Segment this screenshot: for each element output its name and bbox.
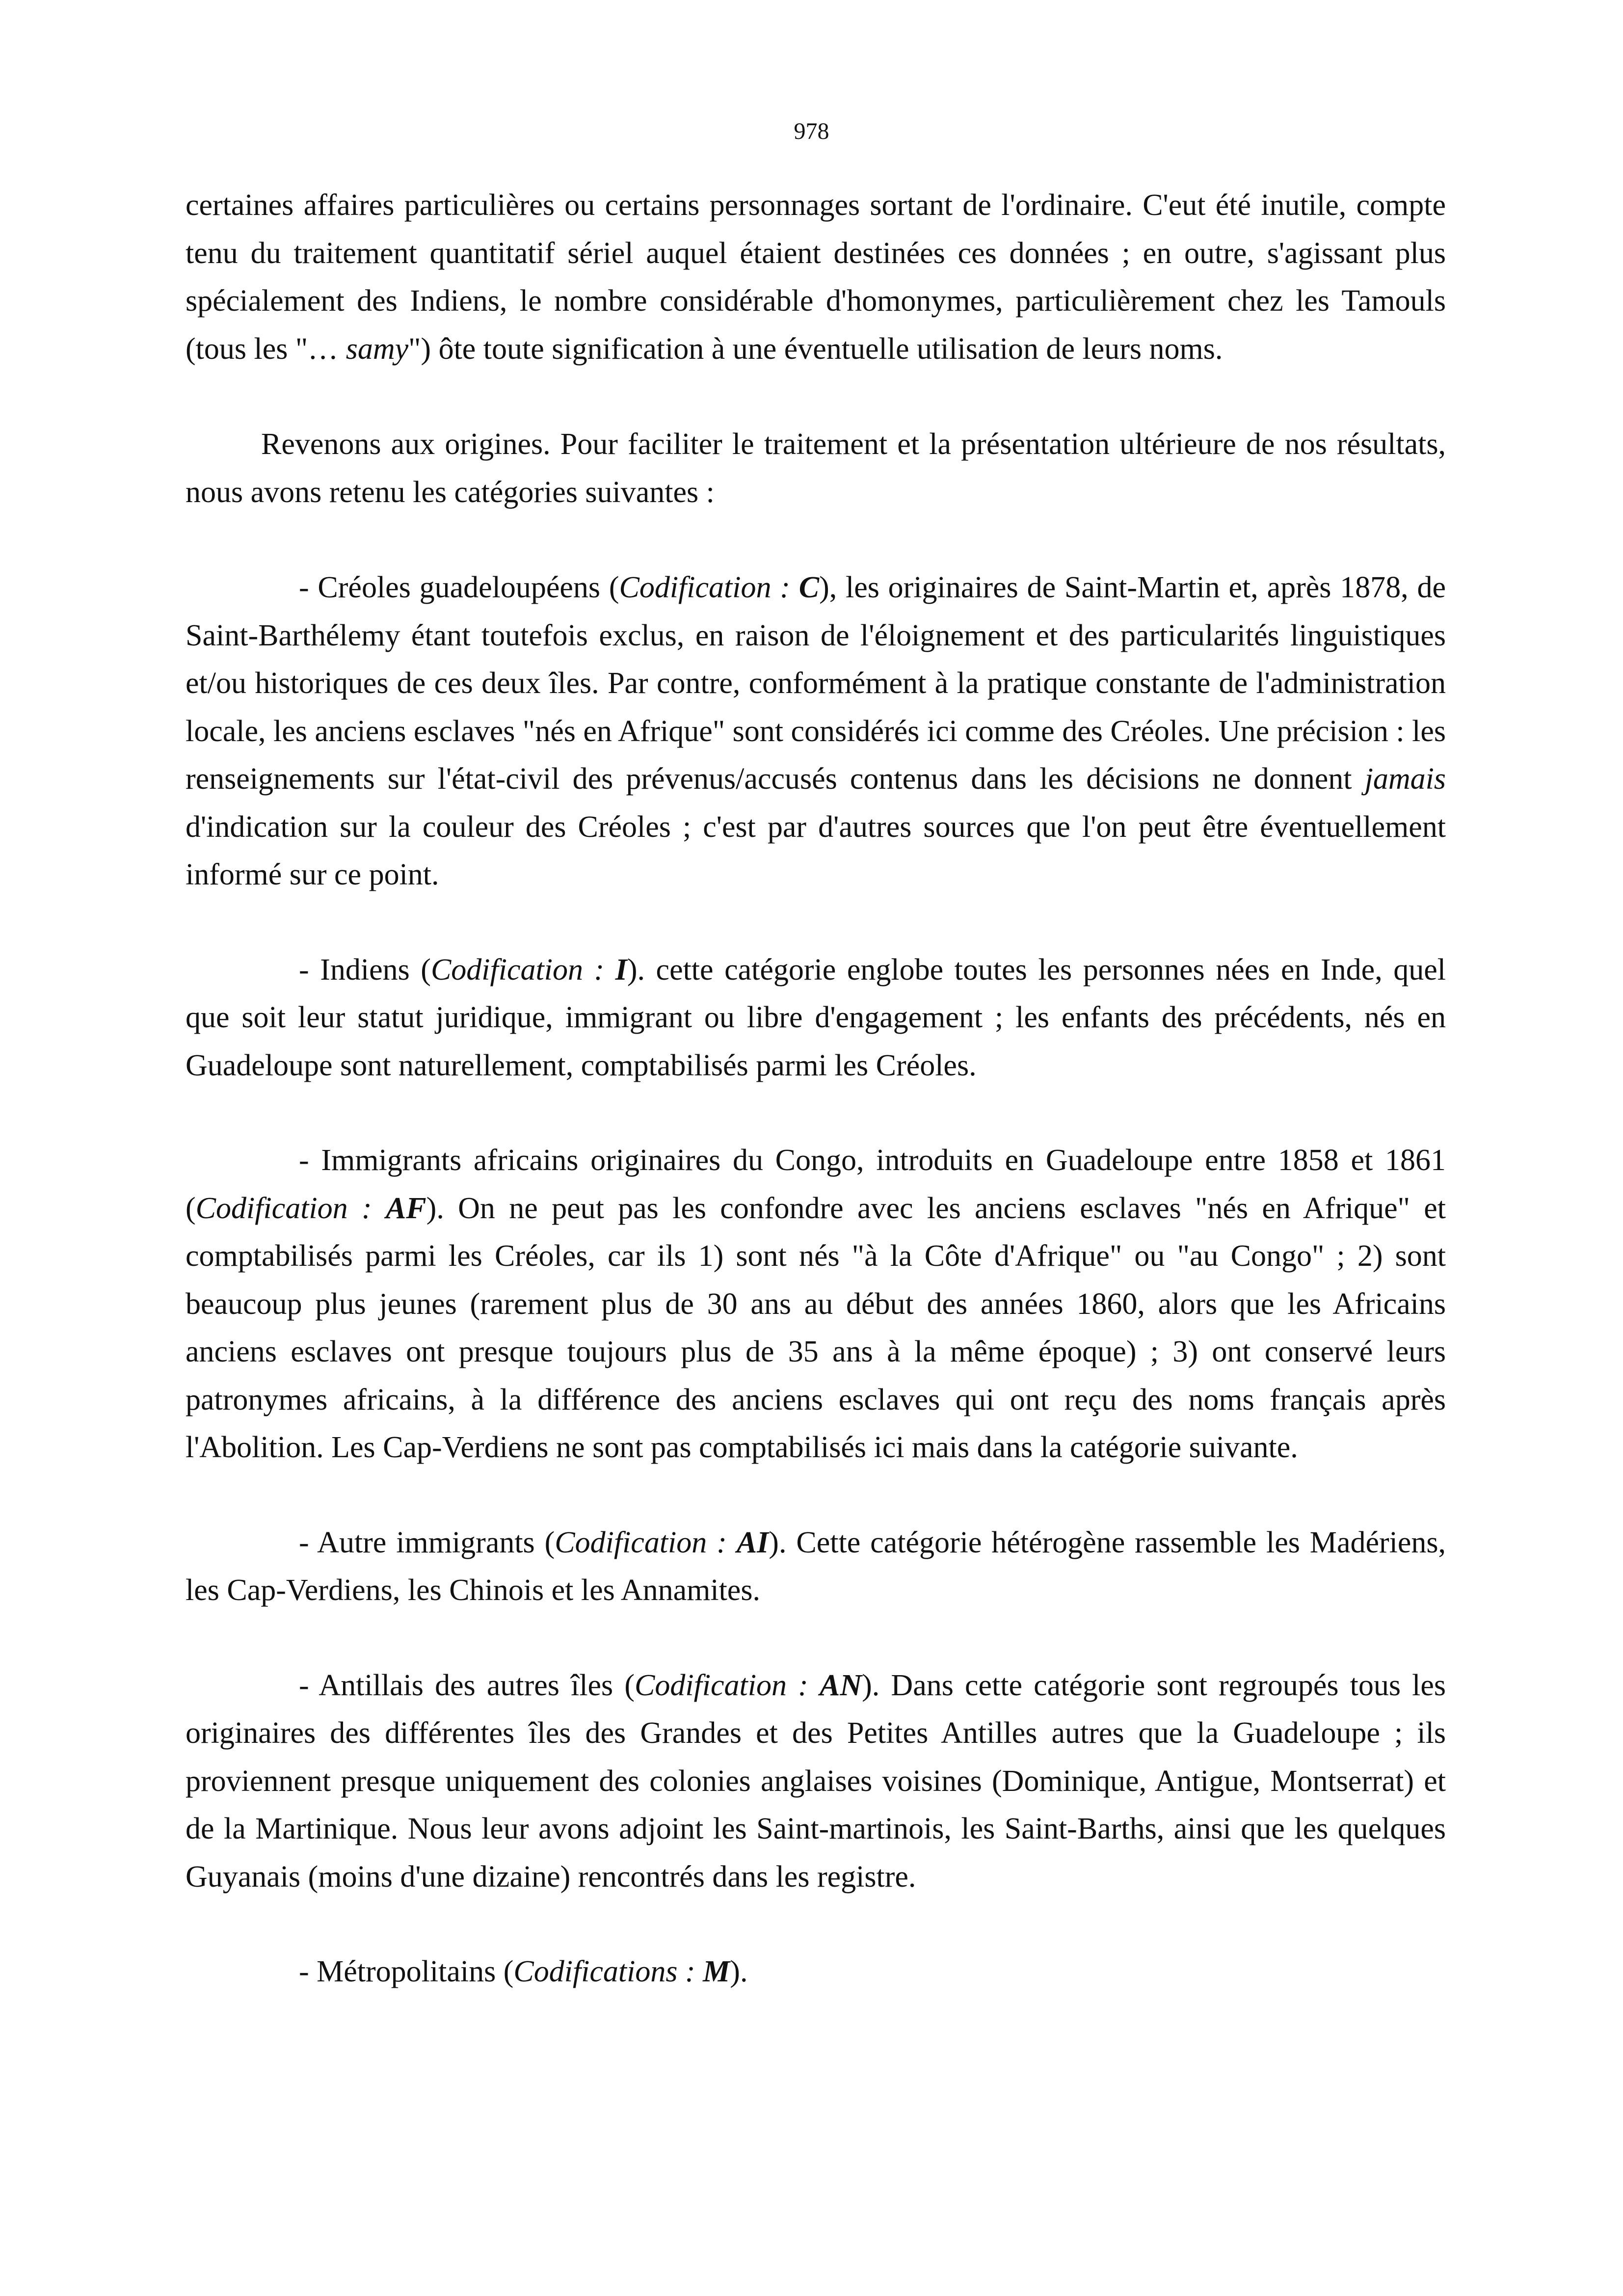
text-run: certaines affaires particulières ou certains personnages sortant de l'ordinaire. C'eut été inutile, compte tenu du traitement quantitatif sériel auquel étaient destinées ces données ; en outre, s'agissant plus spécialement des Indiens, le nombre considérable d'homonymes, particulièrement chez les Tamouls (tous les "… <box>186 188 1446 366</box>
codification-label: Codification : <box>430 953 615 987</box>
text-run: ), les originaires de Saint-Martin et, après 1878, de Saint-Barthélemy étant toutefois exclus, en raison de l'éloignement et des particularités linguistiques et/ou historiques de ces deux îles. Par contre, conformément à la pratique constante de l'administration locale, les anciens esclaves "nés en Afrique" sont considérés ici comme des Créoles. Une précision : les renseignements sur l'état-civil des prévenus/accusés contenus dans les décisions ne donnent <box>186 571 1446 796</box>
text-run: - Autre immigrants ( <box>299 1525 555 1559</box>
category-creoles <box>186 564 1446 899</box>
document-body <box>186 182 1446 1996</box>
text-run: Revenons aux origines. Pour faciliter le traitement et la présentation ultérieure de nos résultats, nous avons retenu les catégories suivantes : <box>186 427 1446 509</box>
codification-label: Codification : <box>555 1525 737 1559</box>
text-run: ). Dans cette catégorie sont regroupés tous les originaires des différentes îles des Grandes et des Petites Antilles autres que la Guadeloupe ; ils proviennent presque uniquement des colonies anglaises voisines (Dominique, Antigue, Montserrat) et de la Martinique. Nous leur avons adjoint les Saint-martinois, les Saint-Barths, ainsi que les quelques Guyanais (moins d'une dizaine) rencontrés dans les registre. <box>186 1668 1446 1894</box>
text-run: - Indiens ( <box>299 953 431 987</box>
category-metropolitains <box>186 1948 1446 1996</box>
category-africains <box>186 1137 1446 1472</box>
codification-code: I <box>615 953 627 987</box>
text-run: ") ôte toute signification à une éventuelle utilisation de leurs noms. <box>408 332 1223 366</box>
codification-label: Codification : <box>619 571 799 604</box>
page-number: 978 <box>794 118 829 144</box>
text-run: - Antillais des autres îles ( <box>299 1668 635 1702</box>
text-run: - Métropolitains ( <box>299 1955 514 1988</box>
text-run: d'indication sur la couleur des Créoles ; c'est par d'autres sources que l'on peut être éventuellement informé sur ce point. <box>186 810 1446 891</box>
paragraph-intro-categories <box>186 421 1446 516</box>
codification-code: AN <box>819 1668 862 1702</box>
text-run: ). Cette catégorie hétérogène rassemble les Madériens, les Cap-Verdiens, les Chinois et les Annamites. <box>186 1525 1446 1607</box>
text-run: ). <box>730 1955 748 1988</box>
paragraph-continuation <box>186 182 1446 373</box>
codification-code: AF <box>385 1191 426 1225</box>
category-indiens <box>186 946 1446 1090</box>
italic-term: samy <box>346 332 409 366</box>
italic-term: jamais <box>1364 762 1446 796</box>
text-run: - Créoles guadeloupéens ( <box>299 571 619 604</box>
category-antillais <box>186 1662 1446 1901</box>
codification-label: Codifications : <box>513 1955 703 1988</box>
category-autres-immigrants <box>186 1519 1446 1615</box>
codification-label: Codification : <box>195 1191 386 1225</box>
codification-label: Codification : <box>635 1668 820 1702</box>
text-run: ). On ne peut pas les confondre avec les anciens esclaves "nés en Afrique" et comptabilisés parmi les Créoles, car ils 1) sont nés "à la Côte d'Afrique" ou "au Congo" ; 2) sont beaucoup plus jeunes (rarement plus de 30 ans au début des années 1860, alors que les Africains anciens esclaves ont presque toujours plus de 35 ans à la même époque) ; 3) ont conservé leurs patronymes africains, à la différence des anciens esclaves qui ont reçu des noms français après l'Abolition. Les Cap-Verdiens ne sont pas comptabilisés ici mais dans la catégorie suivante. <box>186 1191 1446 1464</box>
codification-code: C <box>798 571 820 604</box>
codification-code: M <box>703 1955 730 1988</box>
text-run: - Immigrants africains originaires du Congo, introduits en Guadeloupe entre 1858 et 1861 ( <box>186 1144 1446 1225</box>
codification-code: AI <box>736 1525 769 1559</box>
text-run: ). cette catégorie englobe toutes les personnes nées en Inde, quel que soit leur statut juridique, immigrant ou libre d'engagement ; les enfants des précédents, nés en Guadeloupe sont naturellement, comptabilisés parmi les Créoles. <box>186 953 1446 1082</box>
